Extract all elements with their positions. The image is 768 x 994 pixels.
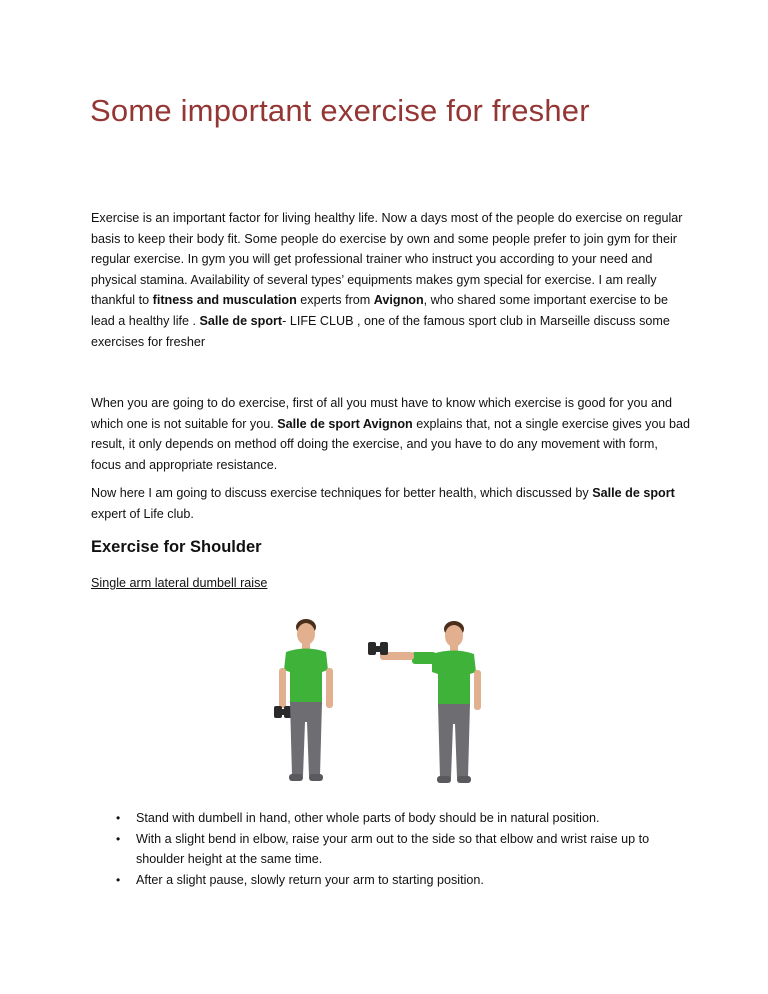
list-item-text: With a slight bend in elbow, raise your arm out to the side so that elbow and wrist raise up to shoulder height at the same time. <box>136 831 650 867</box>
intro-text-3: , who shared some important exercise to be lead a healthy life . <box>91 293 668 328</box>
method-paragraph <box>91 393 691 475</box>
page-title: Some important exercise for fresher <box>90 93 590 128</box>
intro-paragraph <box>91 208 691 352</box>
list-item <box>91 870 691 891</box>
techniques-text-2: expert of Life club. <box>91 506 194 521</box>
intro-bold-2: Avignon <box>373 293 424 308</box>
intro-bold-1: fitness and musculation <box>152 293 297 308</box>
list-item-text: Stand with dumbell in hand, other whole parts of body should be in natural position. <box>136 811 600 825</box>
exercise-name: Single arm lateral dumbell raise <box>91 576 268 590</box>
dumbbell-icon <box>368 642 388 655</box>
section-heading: Exercise for Shoulder <box>91 538 262 556</box>
method-text-1: When you are going to do exercise, first of all you must have to know which exercise is good for you and which one is not suitable for you. <box>91 396 673 431</box>
person-standing-figure <box>274 619 333 781</box>
method-bold-1: Salle de sport Avignon <box>277 416 413 431</box>
techniques-bold-1: Salle de sport <box>592 486 675 500</box>
intro-bold-3: Salle de sport <box>199 313 283 328</box>
intro-text-4: - LIFE CLUB , one of the famous sport club in Marseille discuss some exercises for fresher <box>91 313 670 349</box>
list-item <box>91 829 691 870</box>
bullet-icon: • <box>116 831 121 846</box>
list-item <box>91 808 691 829</box>
intro-text-2: experts from <box>296 293 374 308</box>
techniques-paragraph <box>91 483 691 524</box>
method-text-2: explains that, not a single exercise gives you bad result, it only depends on method off doing the exercise, and you have to do any movement with form, focus and appropriate resistance. <box>91 416 690 472</box>
intro-text-1: Exercise is an important factor for living healthy life. Now a days most of the people do exercise on regular basis to keep their body fit. Some people do exercise by own and some people prefer to join gym for their regular exercise. In gym you will get professional trainer who instruct you according to your need and physical stamina. Availability of several types’ equipments makes gym special for exercise. I am really thankful to <box>91 211 683 308</box>
exercise-illustration <box>262 612 492 797</box>
list-item-text: After a slight pause, slowly return your arm to starting position. <box>136 872 484 887</box>
instruction-list <box>91 808 691 890</box>
techniques-text-1: Now here I am going to discuss exercise techniques for better health, which discussed by <box>91 486 593 500</box>
person-raised-arm-figure <box>368 621 481 783</box>
bullet-icon: • <box>116 811 121 825</box>
bullet-icon: • <box>116 872 121 887</box>
